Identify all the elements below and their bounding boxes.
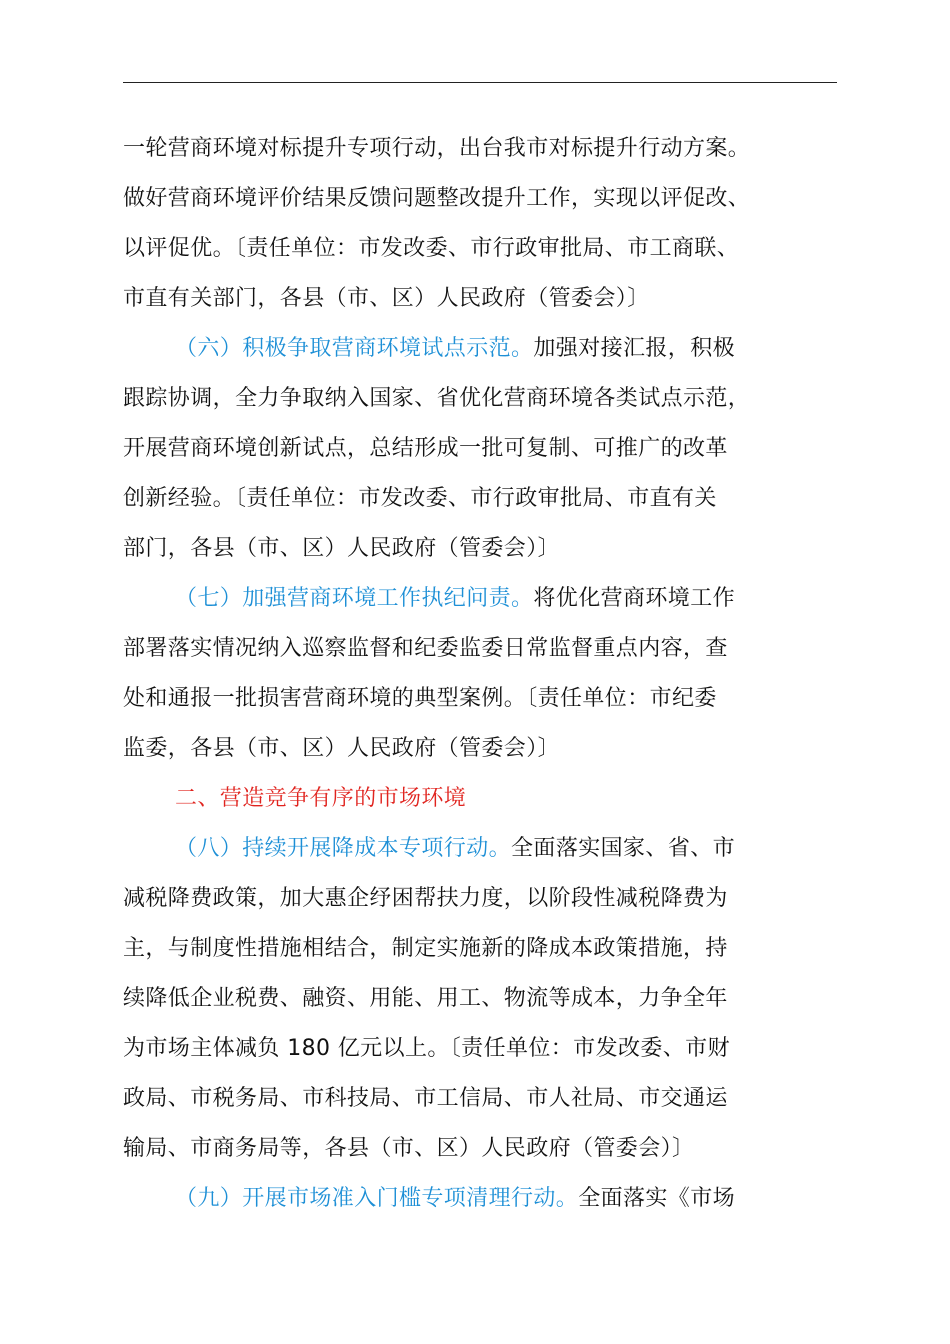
item-9-paragraph: （九）开展市场准入门槛专项清理行动。全面落实《市场 [175,1186,736,1211]
body-line: 市直有关部门，各县（市、区）人民政府（管委会）〕 [123,286,650,311]
item-6-heading: （六）积极争取营商环境试点示范。 [175,336,534,361]
item-8-paragraph: （八）持续开展降成本专项行动。全面落实国家、省、市 [175,836,736,861]
body-line: 续降低企业税费、融资、用能、用工、物流等成本，力争全年 [123,986,728,1011]
body-line: 部署落实情况纳入巡察监督和纪委监委日常监督重点内容，查 [123,636,728,661]
body-line: 创新经验。〔责任单位：市发改委、市行政审批局、市直有关 [123,486,717,511]
document-body [123,124,853,1224]
item-7-paragraph: （七）加强营商环境工作执纪问责。将优化营商环境工作 [175,586,736,611]
body-line: 主，与制度性措施相结合，制定实施新的降成本政策措施，持 [123,936,728,961]
body-line: 处和通报一批损害营商环境的典型案例。〔责任单位：市纪委 [123,686,717,711]
body-line: 政局、市税务局、市科技局、市工信局、市人社局、市交通运 [123,1086,728,1111]
body-line: 做好营商环境评价结果反馈问题整改提升工作，实现以评促改、 [123,186,751,211]
body-line: 输局、市商务局等，各县（市、区）人民政府（管委会）〕 [123,1136,695,1161]
body-line: 一轮营商环境对标提升专项行动，出台我市对标提升行动方案。 [123,136,751,161]
header-rule [123,82,837,83]
body-line: 为市场主体减负 180 亿元以上。〔责任单位：市发改委、市财 [123,1036,730,1061]
body-line: 跟踪协调，全力争取纳入国家、省优化营商环境各类试点示范， [123,386,751,411]
body-line: 监委，各县（市、区）人民政府（管委会）〕 [123,736,561,761]
item-9-heading: （九）开展市场准入门槛专项清理行动。 [175,1186,579,1211]
body-line: 开展营商环境创新试点，总结形成一批可复制、可推广的改革 [123,436,728,461]
item-7-heading: （七）加强营商环境工作执纪问责。 [175,586,534,611]
section-2-heading: 二、营造竞争有序的市场环境 [175,786,467,811]
body-line: 减税降费政策，加大惠企纾困帮扶力度，以阶段性减税降费为 [123,886,728,911]
item-6-paragraph: （六）积极争取营商环境试点示范。加强对接汇报，积极 [175,336,736,361]
item-8-heading: （八）持续开展降成本专项行动。 [175,836,512,861]
body-line: 以评促优。〔责任单位：市发改委、市行政审批局、市工商联、 [123,236,740,261]
body-line: 部门，各县（市、区）人民政府（管委会）〕 [123,536,561,561]
